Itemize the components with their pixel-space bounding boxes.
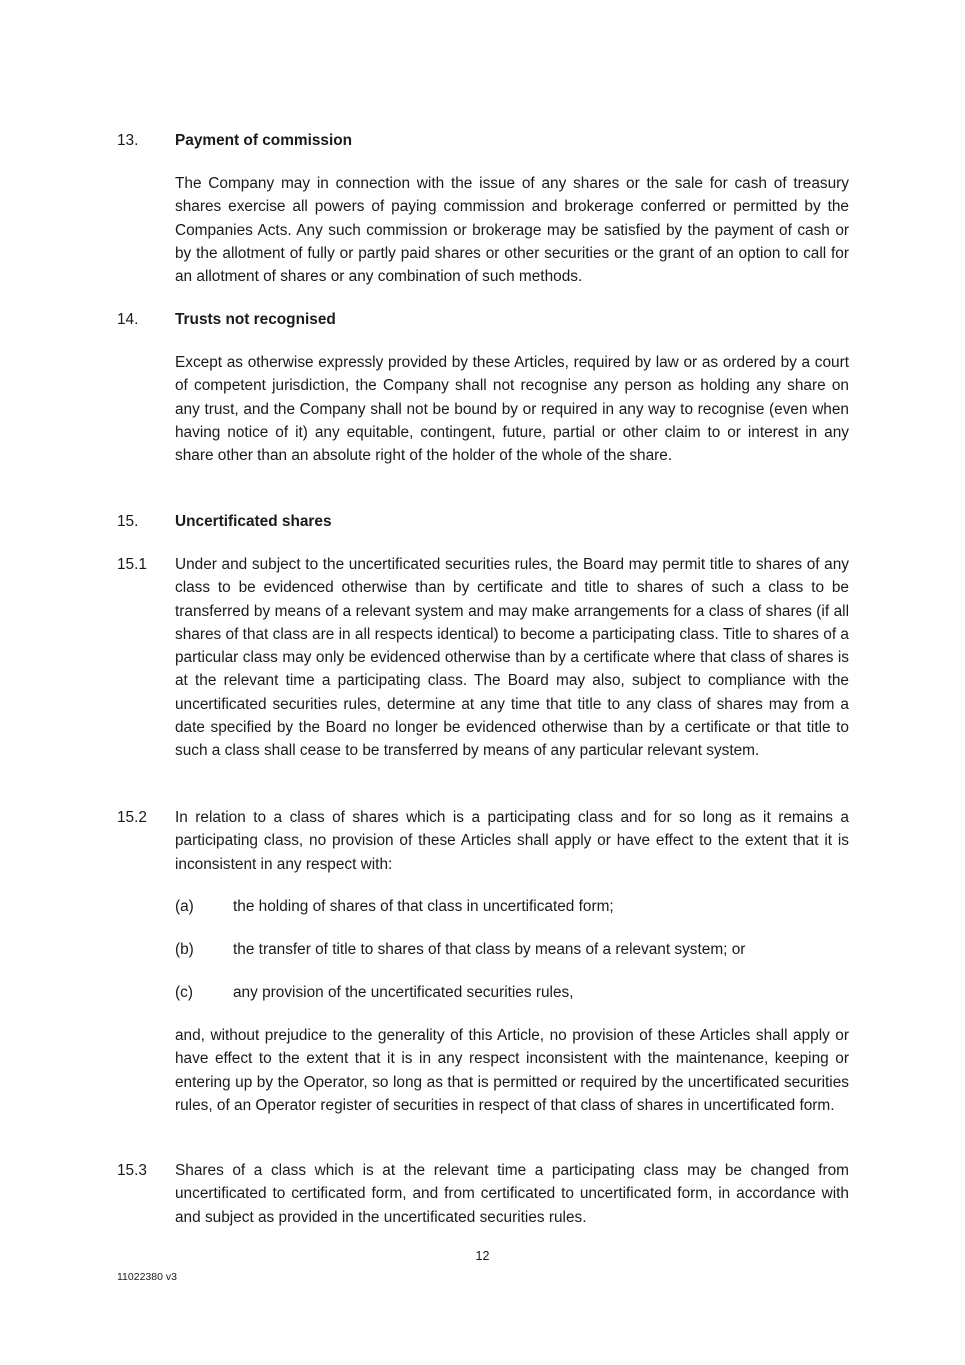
clause-15-1-text: Under and subject to the uncertificated securities rules, the Board may permit title to shares of any class to be evidenced otherwise than by certificate and title to shares of such a class to be transferred by means of a relevant system and may make arrangements for a class of shares (if all shares of that class are in all respects identical) to become a participating class. Title to shares of a particular class may only be evidenced otherwise than by a certificate where that class of shares is at the relevant time a participating class. The Board may also, subject to compliance with the uncertificated securities rules, determine at any time that title to any class of shares may from a date specified by the Board no longer be evidenced otherwise than by a certificate or that title to such a class shall cease to be transferred by means of any particular relevant system. bbox=[175, 556, 849, 760]
section-heading: Trusts not recognised bbox=[175, 311, 336, 328]
list-item-label: (a) bbox=[175, 898, 194, 915]
clause-15-3-text: Shares of a class which is at the relevant time a participating class may be changed from uncertificated to certificated form, and from certificated to uncertificated form, in accordance with and subject as provided in the uncertificated securities rules. bbox=[175, 1162, 849, 1226]
clause-number: 15.1 bbox=[117, 556, 147, 573]
list-item-label: (c) bbox=[175, 984, 193, 1001]
document-reference: 11022380 v3 bbox=[117, 1271, 177, 1283]
section-number: 14. bbox=[117, 311, 139, 328]
list-item-text: the holding of shares of that class in uncertificated form; bbox=[233, 898, 614, 915]
list-item-label: (b) bbox=[175, 941, 194, 958]
list-item-text: any provision of the uncertificated securities rules, bbox=[233, 984, 574, 1001]
section-number: 15. bbox=[117, 513, 139, 530]
clause-15-2-text: In relation to a class of shares which is a participating class and for so long as it remains a participating class, no provision of these Articles shall apply or have effect to the extent that it is inconsistent in any respect with: bbox=[175, 809, 849, 873]
list-item-text: the transfer of title to shares of that class by means of a relevant system; or bbox=[233, 941, 746, 958]
page-number: 12 bbox=[475, 1249, 490, 1263]
clause-number: 15.3 bbox=[117, 1162, 147, 1179]
section-heading: Payment of commission bbox=[175, 132, 353, 149]
section-14-text: Except as otherwise expressly provided by these Articles, required by law or as ordered by a court of competent jurisdiction, the Company shall not recognise any person as holding any share on any trust, and the Company shall not be bound by or required in any way to recognise (even when having notice of it) any equitable, contingent, future, partial or other claim to or interest in any share other than an absolute right of the holder of the whole of the share. bbox=[175, 354, 849, 465]
section-13-text: The Company may in connection with the issue of any shares or the sale for cash of treasury shares exercise all powers of paying commission and brokerage conferred or permitted by the Companies Acts. Any such commission or brokerage may be satisfied by the payment of cash or by the allotment of fully or partly paid shares or other securities or the grant of an option to call for an allotment of shares or any combination of such methods. bbox=[175, 175, 849, 286]
clause-number: 15.2 bbox=[117, 809, 147, 826]
section-heading: Uncertificated shares bbox=[175, 513, 332, 530]
clause-15-2-closing: and, without prejudice to the generality of this Article, no provision of these Articles shall apply or have effect to the extent that it is in any respect inconsistent with the maintenance, keeping or entering up by the Operator, so long as that is permitted or required by the uncertificated securities rules, of an Operator register of securities in respect of that class of shares in uncertificated form. bbox=[175, 1027, 849, 1114]
section-number: 13. bbox=[117, 132, 139, 149]
